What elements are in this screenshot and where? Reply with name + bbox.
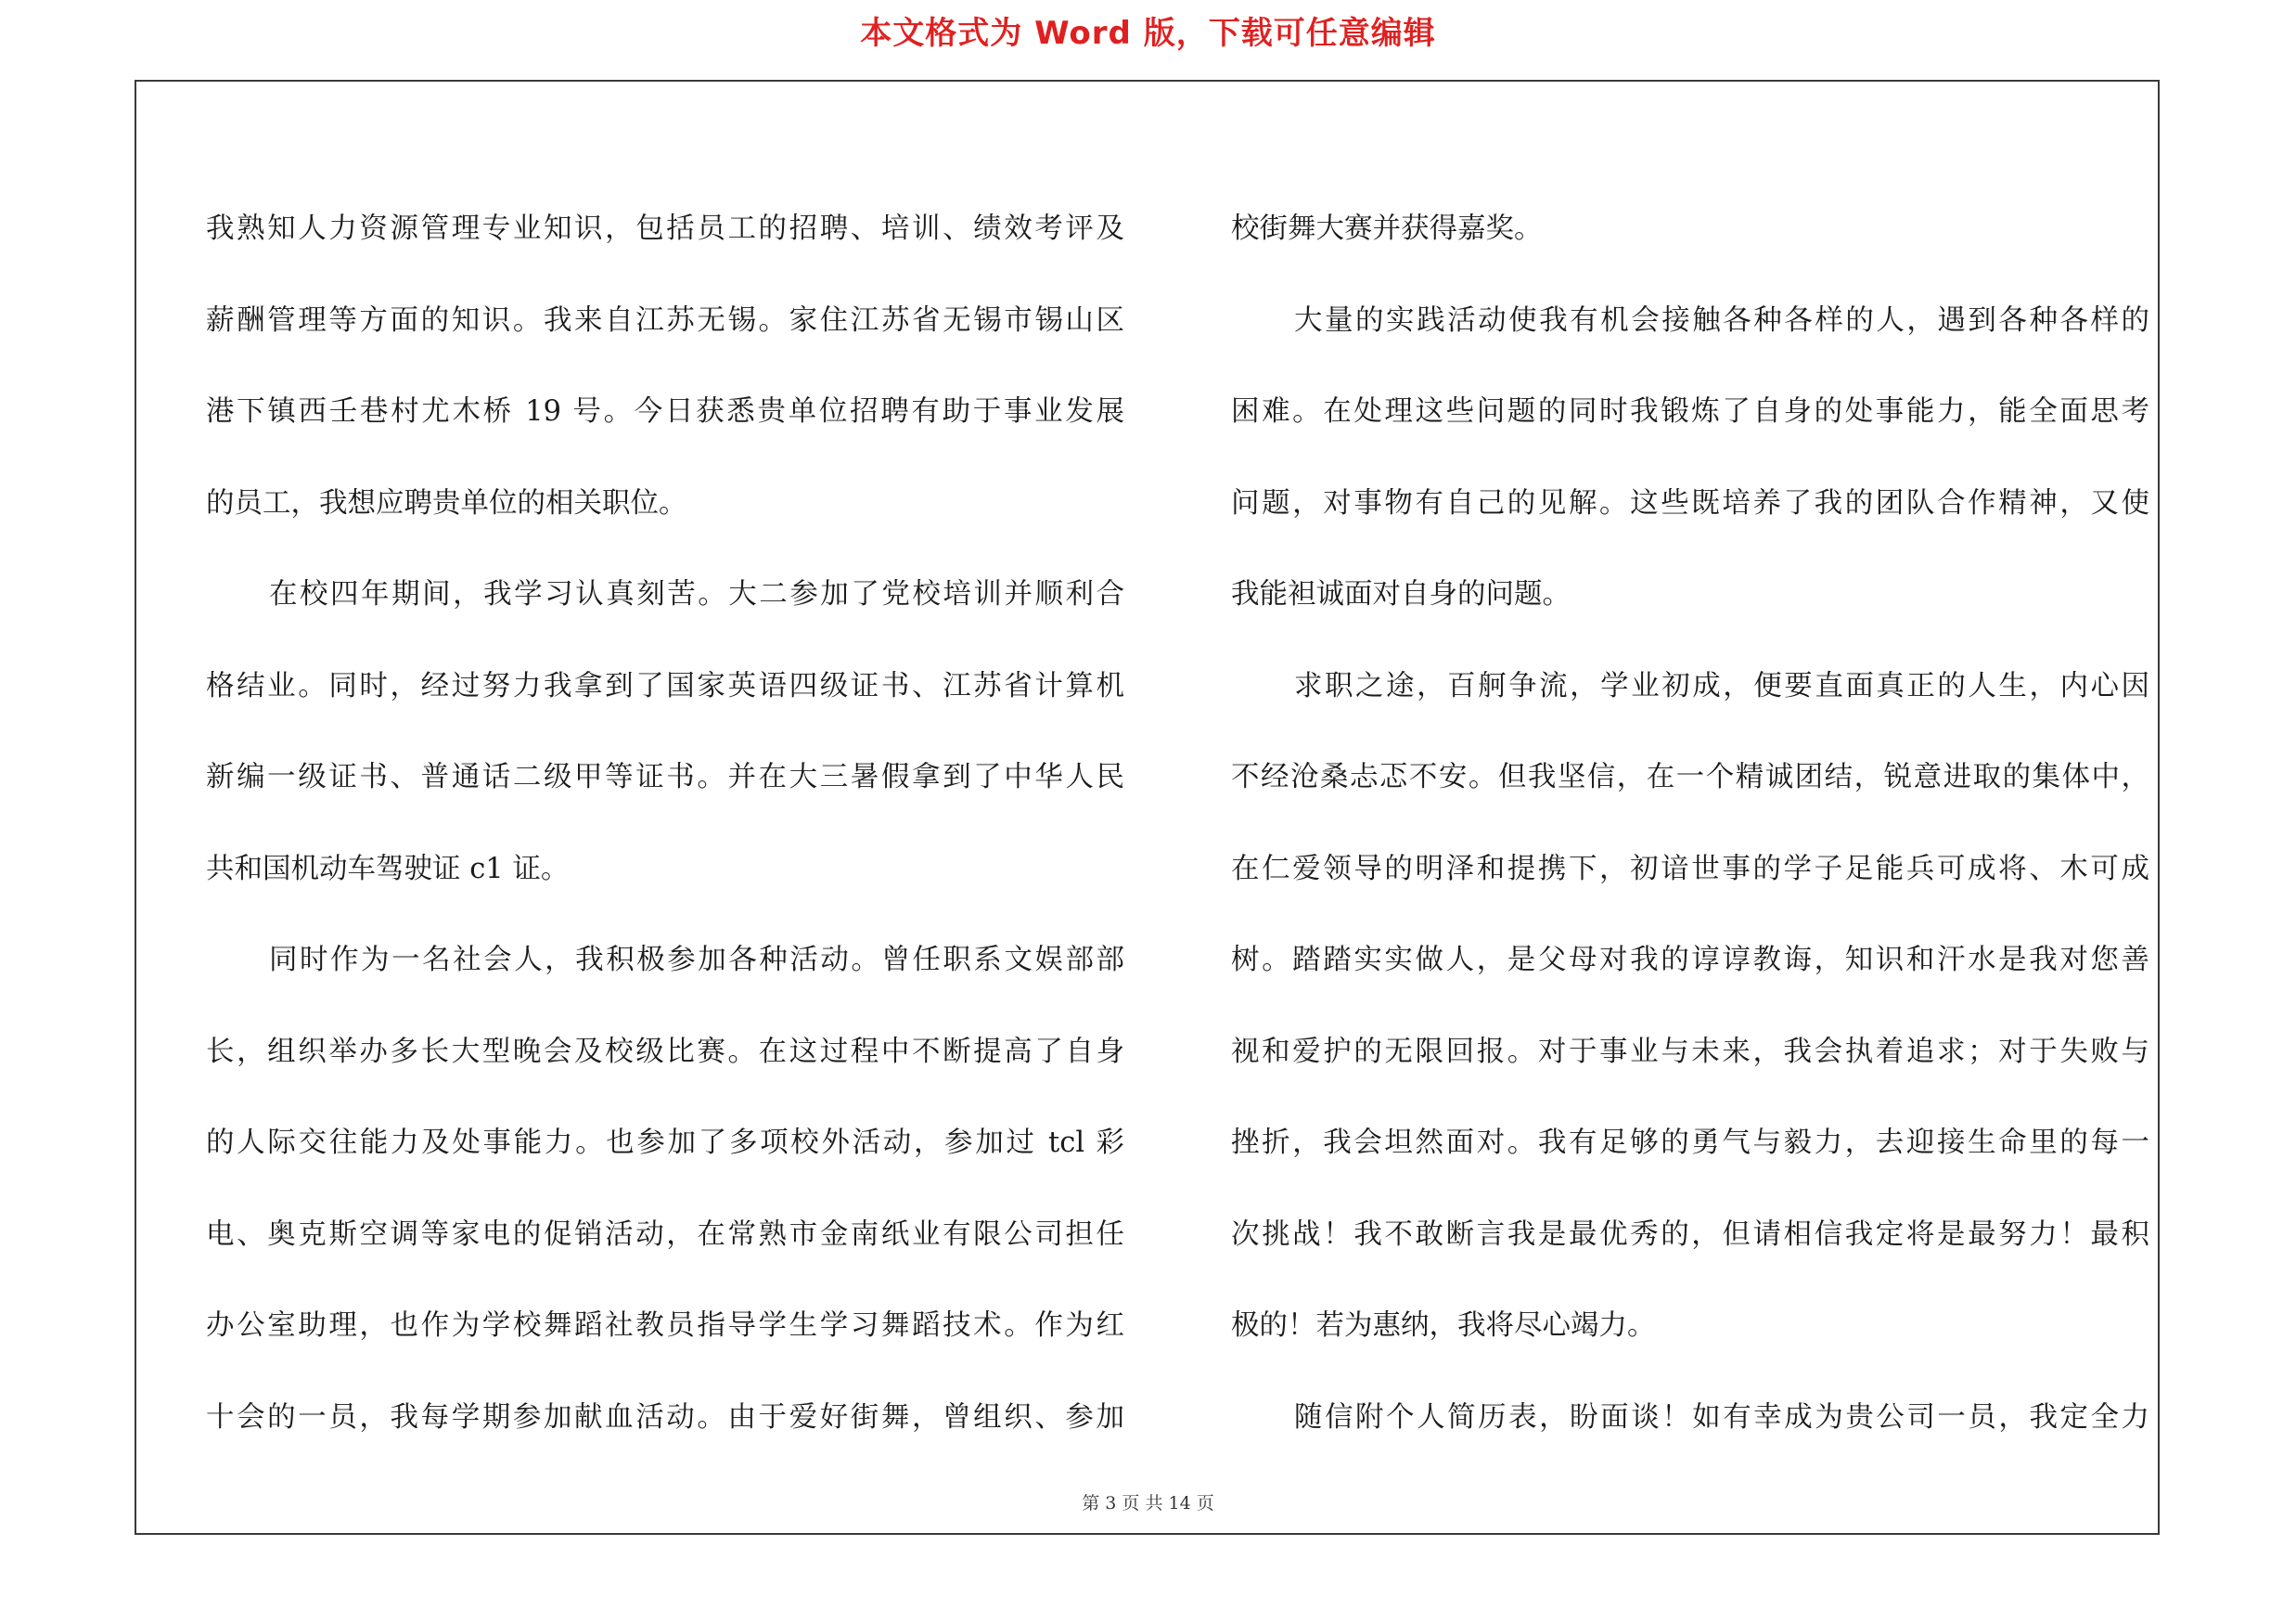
text-line: 在校四年期间，我学习认真刻苦。大二参加了党校培训并顺利合	[269, 578, 1124, 611]
text-line: 长，组织举办多长大型晚会及校级比赛。在这过程中不断提高了自身	[206, 1035, 1124, 1068]
text-line: 的人际交往能力及处事能力。也参加了多项校外活动，参加过 tcl 彩	[206, 1127, 1124, 1159]
text-line: 新编一级证书、普通话二级甲等证书。并在大三暑假拿到了中华人民	[206, 761, 1124, 793]
text-line: 十会的一员，我每学期参加献血活动。由于爱好街舞，曾组织、参加	[206, 1400, 1124, 1434]
right-column	[1231, 184, 2149, 1463]
text-line: 电、奥克斯空调等家电的促销活动，在常熟市金南纸业有限公司担任	[206, 1217, 1124, 1251]
text-line: 同时作为一名社会人，我积极参加各种活动。曾任职系文娱部部	[269, 944, 1124, 976]
text-line: 大量的实践活动使我有机会接触各种各样的人，遇到各种各样的	[1294, 303, 2149, 337]
text-line: 极的！若为惠纳，我将尽心竭力。	[1231, 1309, 1656, 1342]
text-line: 挫折，我会坦然面对。我有足够的勇气与毅力，去迎接生命里的每一	[1231, 1127, 2149, 1159]
text-line: 的员工，我想应聘贵单位的相关职位。	[206, 486, 687, 520]
text-line: 共和国机动车驾驶证 c1 证。	[206, 852, 570, 885]
format-banner: 本文格式为 Word 版，下载可任意编辑	[860, 15, 1436, 52]
text-line: 问题，对事物有自己的见解。这些既培养了我的团队合作精神，又使	[1231, 486, 2149, 520]
text-line: 格结业。同时，经过努力我拿到了国家英语四级证书、江苏省计算机	[206, 669, 1124, 702]
text-line: 我能袒诚面对自身的问题。	[1231, 578, 1571, 611]
text-line: 次挑战！我不敢断言我是最优秀的，但请相信我定将是最努力！最积	[1231, 1217, 2149, 1251]
text-line: 校街舞大赛并获得嘉奖。	[1231, 213, 1543, 245]
text-line: 求职之途，百舸争流，学业初成，便要直面真正的人生，内心因	[1294, 669, 2149, 702]
left-column	[206, 184, 1124, 1463]
text-line: 在仁爱领导的明泽和提携下，初谙世事的学子足能兵可成将、木可成	[1231, 852, 2149, 885]
page-number: 第 3 页 共 14 页	[1082, 1493, 1214, 1514]
text-line: 随信附个人简历表，盼面谈！如有幸成为贵公司一员，我定全力	[1294, 1400, 2149, 1434]
text-line: 不经沧桑忐忑不安。但我坚信，在一个精诚团结，锐意进取的集体中，	[1231, 761, 2149, 793]
text-line: 困难。在处理这些问题的同时我锻炼了自身的处事能力，能全面思考	[1231, 395, 2149, 428]
text-line: 办公室助理，也作为学校舞蹈社教员指导学生学习舞蹈技术。作为红	[206, 1309, 1124, 1342]
text-line: 我熟知人力资源管理专业知识，包括员工的招聘、培训、绩效考评及	[206, 213, 1124, 245]
text-line: 视和爱护的无限回报。对于事业与未来，我会执着追求；对于失败与	[1231, 1035, 2149, 1068]
text-line: 薪酬管理等方面的知识。我来自江苏无锡。家住江苏省无锡市锡山区	[206, 303, 1124, 337]
text-line: 树。踏踏实实做人，是父母对我的谆谆教诲，知识和汗水是我对您善	[1231, 944, 2149, 976]
text-line: 港下镇西壬巷村尤木桥 19 号。今日获悉贵单位招聘有助于事业发展	[206, 395, 1124, 428]
